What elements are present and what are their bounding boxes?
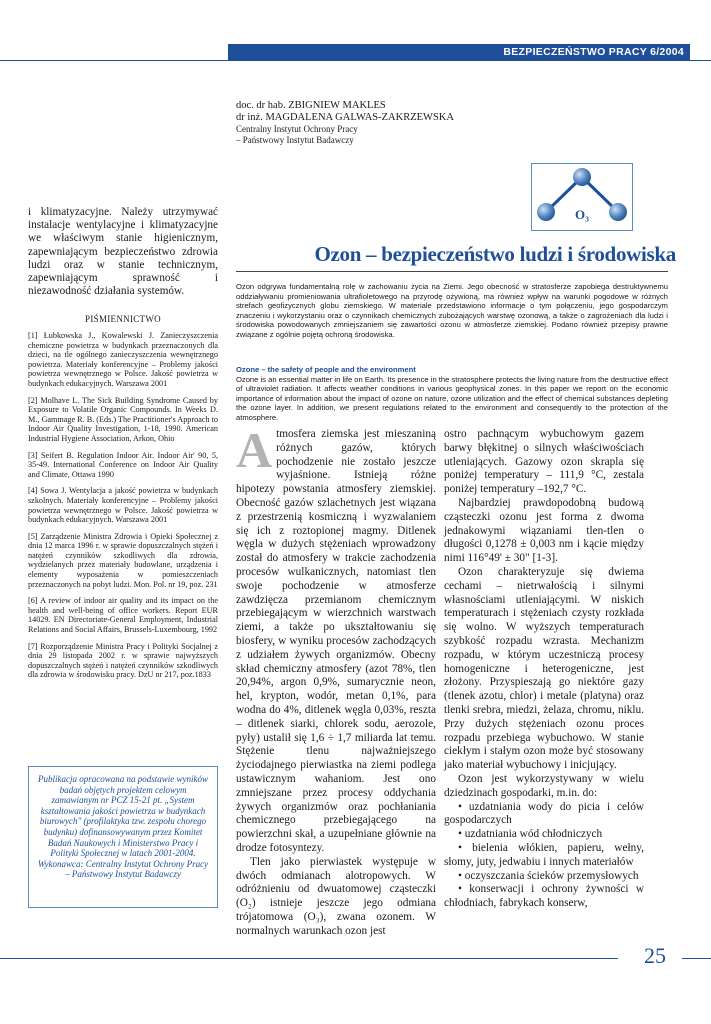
institution-line-2: – Państwowy Instytut Badawczy [236,134,354,145]
funding-note-box: Publikacja opracowana na podstawie wyników badań objętych projektem celowym zamawianym nr PCZ 15-21 pt. „System kształtowania jakości powietrza w budynkach biurowych" (profilaktyka tzw. zespołu chorego budynku) dofinansowywanym przez Komitet Badań Naukowych i Ministerstwo Pracy i Polityki Społecznej w latach 2001-2004. Wykonawca: Centralny Instytut Ochrony Pracy – Państwowy Instytut Badawczy [28,766,218,908]
bullet-item: • uzdatniania wody do picia i celów gospodarczych [444,800,644,827]
body-paragraph: tmosfera ziemska jest mieszaniną różnych gazów, których pochodzenie nie zostało jeszcze wyjaśnione. Istnieją różne hipotezy powstania atmosfery ziemskiej. Obecność gazów szlachetnych jest wiązana z przestrzenią kosmiczną i wyzwalaniem się ich z roztopionej magmy. Ditlenek węgla w dużych stężeniach wprowadzony został do atmosfery w trakcie zachodzenia procesów wulkanicznych, natomiast tlen swoje pochodzenie w atmosferze zawdzięcza przemianom chemicznym przebiegającym w wierzchnich warstwach ziemi, a także po ukształtowaniu się biosfery, w wyniku procesów zachodzących z udziałem żywych organizmów. Obecny skład chemiczny atmosfery (azot 78%, tlen 20,94%, argon 0,9%, sumarycznie neon, hel, krypton, wodór, metan 0,1%, para wodna do 4%, ditlenek węgla 0,03%, reszta – ditlenek siarki, chlorek sodu, aerozole, pyły) ustalił się 1,6 ÷ 1,7 miliarda lat temu. Stężenie tlenu najważniejszego życiodajnego pierwiastka na ziemi podlega ustawicznym wahaniom. Jest ono zmniejszane przez procesy oddychania żywych organizmów oraz pochłaniania chemicznego przebiegającego na powierzchni skał, a uzupełniane głównie na drodze fotosyntezy. [236,428,436,854]
footer-rule-right [682,958,711,959]
reference-item: [3] Seifert B. Regulation Indoor Air. Indoor Air' 90, 5, 35-49. International Conference on Indoor Air Quality and Climate, Ottawa 1990 [28,450,218,479]
reference-item: [6] A review of indoor air quality and its impact on the health and well-being of office workers. Report EUR 14029. EN Directoriate-General Employment, Industrial Relations and Social Affairs, Brussels-Luxembourg, 1992 [28,596,218,635]
authors-block [236,100,556,145]
title-rule [236,271,668,272]
body-column-1 [236,422,436,938]
journal-header: BEZPIECZEŃSTWO PRACY 6/2004 [228,44,690,60]
o3-label: O₃ [574,207,590,222]
body-column-2 [444,428,644,911]
body-paragraph: Ozon charakteryzuje się dwiema cechami – nietrwałością i silnymi własnościami utleniającymi. W niskich temperaturach i stężeniach czysty rozkłada się wolno. W wyższych temperaturach szybkość rozpadu wzrasta. Mechanizm rozpadu, w którym uczestniczą procesy homogeniczne i heterogeniczne, jest złożony. Przyspieszają go niektóre gazy (tlenek azotu, chlor) i metale (platyna) oraz tlenki srebra, miedzi, żelaza, chromu, niklu. Przy dużych stężeniach ozonu proces rozpadu przebiega wybuchowo. W stanie ciekłym i stałym ozon może być stosowany jako materiał wybuchowy i inicjujący. [444,565,644,772]
bibliography-title: PIŚMIENNICTWO [85,314,161,324]
reference-item: [2] Molhave L. The Sick Building Syndrome Caused by Exposure to Volatile Organic Compounds. In Weeks D. M., Gammage R. B. (Eds.) The Practitioner's Approach to Indoor Air Quality Investigation, 1-18, 1990. American Industrial Hygiene Association, Arkon, Ohio [28,395,218,443]
reference-list [28,331,218,687]
author-1: doc. dr hab. ZBIGNIEW MAKLES [236,100,386,111]
left-intro-text: i klimatyzacyjne. Należy utrzymywać instalacje wentylacyjne i klimatyzacyjne we właściwym stanie higienicznym, zapewniającym bezpieczeństwo zdrowia ludzi oraz w stanie technicznym, zapewniającym sprawność i niezawodność działania systemów. [28,206,218,298]
reference-item: [7] Rozporządzenie Ministra Pracy i Polityki Socjalnej z dnia 29 listopada 2002 r. w sprawie najwyższych dopuszczalnych stężeń i natężeń czynników szkodliwych dla zdrowia w środowisku pracy. DzU nr 217, poz.1833 [28,641,218,680]
bullet-item: • konserwacji i ochrony żywności w chłodniach, fabrykach konserw, [444,883,644,910]
bullet-item: • bielenia włókien, papieru, wełny, słomy, juty, jedwabiu i innych materiałów [444,841,644,868]
abstract-english [236,365,668,423]
abstract-english-heading: Ozone – the safety of people and the environment [236,365,416,374]
reference-item: [1] Łubkowska J., Kowalewski J. Zanieczyszczenia chemiczne powietrza w budynkach przeznaczonych dla dzieci, na tle ogólnego zanieczyszczenia wewnętrznego powietrza. Materiały konferencyjne – Problemy jakości powietrza wewnętrznego w Polsce. Jakość powietrza w budynkach edukacyjnych. Warszawa 2001 [28,331,218,388]
article-title: Ozon – bezpieczeństwo ludzi i środowiska [314,242,676,266]
drop-cap: A [236,422,273,478]
ozone-molecule-icon [532,164,632,230]
institution-line-1: Centralny Instytut Ochrony Pracy [236,124,358,134]
bullet-item: • uzdatniania wód chłodniczych [458,828,603,841]
body-paragraph: ostro pachnącym wybuchowym gazem barwy błękitnej o silnych właściwościach utleniających. Gazowy ozon skrapla się poniżej temperatury – 111,9 °C, zestala poniżej temperatury –192,7 °C. [444,428,644,496]
reference-item: [5] Zarządzenie Ministra Zdrowia i Opieki Społecznej z dnia 12 marca 1996 r. w sprawie dopuszczalnych stężeń i natężeń czynników szkodliwych dla zdrowia, wydzielanych przez materiały budowlane, urządzenia i elementy wyposażenia w pomieszczeniach przeznaczonych na pobyt ludzi. Mon. Pol. nr 19, poz. 231 [28,531,218,589]
page-number: 25 [644,943,666,968]
bullet-item: • oczyszczania ścieków przemysłowych [458,869,639,882]
abstract-polish: Ozon odgrywa fundamentalną rolę w zachowaniu życia na Ziemi. Jego obecność w stratosferze zapobiega destruktywnemu oddziaływaniu promieniowania ultrafioletowego na przyrodę ożywioną, ma również wpływ na warunki pogodowe w różnych strefach geofizycznych globu ziemskiego. W materiale przedstawiono informacje o tym połączeniu, jego gospodarczym znaczeniu i wykorzystaniu oraz o czynnikach chemicznych zubożających warstwę ozonową, a także o zagrożeniach dla ludzi i środowiska powodowanych zmniejszaniem się zawartości ozonu w atmosferze ziemskiej. Podano również przepisy prawne związane z ogólnie pojętą ochroną środowiska. [236,282,668,339]
footer-rule [0,958,618,959]
header-rule [0,60,711,61]
body-paragraph: Tlen jako pierwiastek występuje w dwóch odmianach alotropowych. W odróżnieniu od dwuatomowej cząsteczki (O₂) istnieje jeszcze jego odmiana trójatomowa (O₃), zwana ozonem. W normalnych warunkach ozon jest [236,855,436,937]
abstract-english-text: Ozone is an essential matter in life on Earth. Its presence in the stratosphere protects the living nature from the destructive effect of ultraviolet radiation. It affects weather conditions in various geophysical zones. In this paper we report on the economic importance of information about the impact of ozone on nature, ozone utilization and the effect of chemical substances depleting the ozone layer. In addition, we present regulations related to the environment and consequently to the protection of the atmosphere. [236,374,668,422]
ozone-molecule-logo [531,163,633,231]
author-2: dr inż. MAGDALENA GALWAS-ZAKRZEWSKA [236,112,454,123]
reference-item: [4] Sowa J. Wentylacja a jakość powietrza w budynkach szkolnych. Materiały konferencyjne – Problemy jakości powietrza wewnętrznego w Polsce. Jakość powietrza w budynkach edukacyjnych. Warszawa 2001 [28,486,218,525]
body-paragraph: Najbardziej prawdopodobną budową cząsteczki ozonu jest forma z dwoma jednakowymi wiązaniami tlen-tlen o długości 0,1278 ± 0,003 nm i kącie między nimi 116°49' ± 30" [1-3]. [444,496,644,565]
body-paragraph: Ozon jest wykorzystywany w wielu dziedzinach gospodarki, m.in. do: [444,772,644,799]
